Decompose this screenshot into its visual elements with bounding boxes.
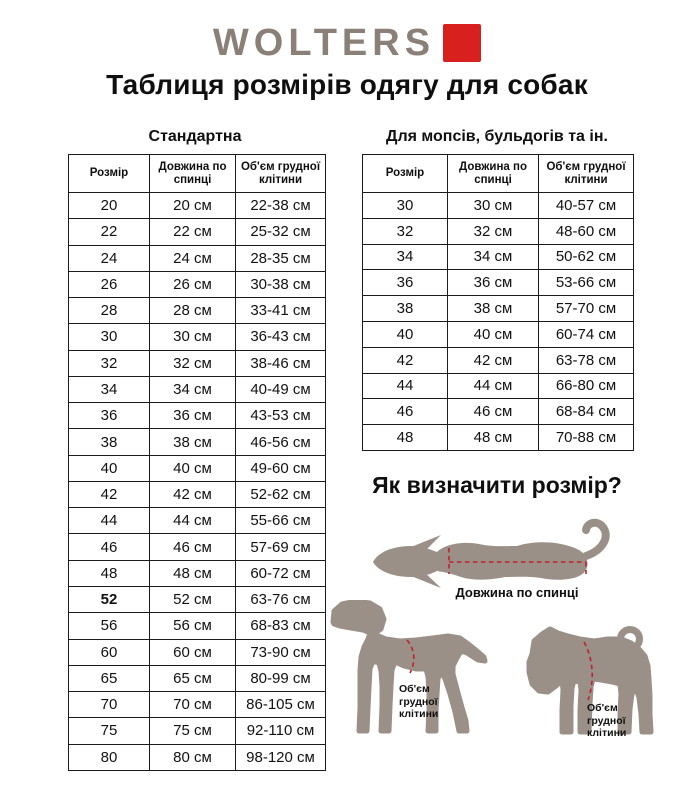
pugs-table-caption: Для мопсів, бульдогів та ін. <box>386 128 608 145</box>
size-row <box>363 321 634 347</box>
size-cell: 36 см <box>448 270 539 296</box>
guide-heading: Як визначити розмір? <box>372 472 622 498</box>
pugs-size-table <box>362 154 634 451</box>
size-cell: 34 <box>363 244 448 270</box>
size-cell: 52-62 см <box>236 481 326 507</box>
size-cell: 40 <box>69 455 150 481</box>
size-cell: 34 см <box>150 376 236 402</box>
size-cell: 75 см <box>150 718 236 744</box>
size-cell: 20 см <box>150 193 236 219</box>
size-cell: 30 см <box>448 193 539 219</box>
size-cell: 53-66 см <box>539 270 634 296</box>
page-title: Таблиця розмірів одягу для собак <box>106 69 588 100</box>
size-cell: 26 <box>69 271 150 297</box>
size-cell: 63-78 см <box>539 347 634 373</box>
size-cell: 38 <box>363 296 448 322</box>
size-cell: 30 см <box>150 324 236 350</box>
size-row <box>363 270 634 296</box>
size-row <box>69 403 326 429</box>
size-row <box>363 425 634 451</box>
size-row <box>69 639 326 665</box>
size-cell: 30 <box>69 324 150 350</box>
size-cell: 70 <box>69 692 150 718</box>
size-cell: 44 <box>363 373 448 399</box>
size-cell: 70-88 см <box>539 425 634 451</box>
size-cell: 57-70 см <box>539 296 634 322</box>
size-cell: 44 см <box>150 508 236 534</box>
size-cell: 22 см <box>150 219 236 245</box>
chest-volume-label: Об'єм грудної клітини <box>399 683 439 720</box>
size-cell: 56 см <box>150 613 236 639</box>
size-cell: 73-90 см <box>236 639 326 665</box>
size-cell: 48 <box>69 560 150 586</box>
size-cell: 30 <box>363 193 448 219</box>
size-cell: 48-60 см <box>539 218 634 244</box>
size-row <box>363 373 634 399</box>
size-cell: 38 <box>69 429 150 455</box>
size-cell: 46 <box>69 534 150 560</box>
size-row <box>363 193 634 219</box>
column-header: Довжина по спинці <box>448 155 539 193</box>
size-cell: 46-56 см <box>236 429 326 455</box>
size-cell: 24 см <box>150 245 236 271</box>
size-row <box>363 244 634 270</box>
size-cell: 36 <box>69 403 150 429</box>
size-cell: 44 см <box>448 373 539 399</box>
size-row <box>363 296 634 322</box>
size-cell: 38 см <box>150 429 236 455</box>
size-cell: 24 <box>69 245 150 271</box>
size-cell: 75 <box>69 718 150 744</box>
size-cell: 46 см <box>150 534 236 560</box>
size-cell: 32 <box>363 218 448 244</box>
size-cell: 48 см <box>150 560 236 586</box>
size-cell: 44 <box>69 508 150 534</box>
size-cell: 36 <box>363 270 448 296</box>
size-cell: 68-84 см <box>539 399 634 425</box>
size-cell: 40-49 см <box>236 376 326 402</box>
dog-top-view-illustration <box>365 516 615 588</box>
size-row <box>69 718 326 744</box>
size-row <box>363 399 634 425</box>
size-cell: 28 <box>69 298 150 324</box>
size-cell: 42 см <box>150 481 236 507</box>
size-cell: 60 см <box>150 639 236 665</box>
size-cell: 57-69 см <box>236 534 326 560</box>
size-cell: 98-120 см <box>236 744 326 770</box>
size-cell: 28-35 см <box>236 245 326 271</box>
size-cell: 50-62 см <box>539 244 634 270</box>
size-cell: 56 <box>69 613 150 639</box>
size-cell: 65 см <box>150 665 236 691</box>
size-row <box>69 665 326 691</box>
size-row <box>363 218 634 244</box>
size-cell: 49-60 см <box>236 455 326 481</box>
size-row <box>69 271 326 297</box>
size-row <box>69 586 326 612</box>
header-row <box>69 155 326 193</box>
chest-volume-label: Об'єм грудної клітини <box>587 702 627 739</box>
size-cell: 66-80 см <box>539 373 634 399</box>
size-cell: 28 см <box>150 298 236 324</box>
size-cell: 26 см <box>150 271 236 297</box>
size-row <box>69 508 326 534</box>
wolters-logo-text: WOLTERS <box>212 22 436 64</box>
standard-size-table <box>68 154 326 771</box>
dog-tail <box>586 523 606 556</box>
size-row <box>69 692 326 718</box>
size-cell: 42 <box>363 347 448 373</box>
size-cell: 38-46 см <box>236 350 326 376</box>
size-cell: 46 <box>363 399 448 425</box>
size-row <box>69 613 326 639</box>
size-cell: 60 <box>69 639 150 665</box>
size-cell: 22-38 см <box>236 193 326 219</box>
size-cell: 33-41 см <box>236 298 326 324</box>
size-cell: 30-38 см <box>236 271 326 297</box>
size-cell: 80 см <box>150 744 236 770</box>
size-cell: 63-76 см <box>236 586 326 612</box>
size-row <box>69 560 326 586</box>
size-row <box>69 455 326 481</box>
column-header: Розмір <box>363 155 448 193</box>
column-header: Довжина по спинці <box>150 155 236 193</box>
size-cell: 55-66 см <box>236 508 326 534</box>
size-cell: 80-99 см <box>236 665 326 691</box>
size-cell: 48 см <box>448 425 539 451</box>
size-cell: 34 <box>69 376 150 402</box>
size-cell: 70 см <box>150 692 236 718</box>
size-cell: 20 <box>69 193 150 219</box>
size-cell: 32 см <box>448 218 539 244</box>
size-row <box>69 350 326 376</box>
size-cell: 36-43 см <box>236 324 326 350</box>
size-row <box>69 376 326 402</box>
size-cell: 40 <box>363 321 448 347</box>
size-cell: 43-53 см <box>236 403 326 429</box>
size-row <box>69 324 326 350</box>
size-cell: 40 см <box>448 321 539 347</box>
size-cell: 80 <box>69 744 150 770</box>
size-cell: 52 см <box>150 586 236 612</box>
size-cell: 22 <box>69 219 150 245</box>
column-header: Об'єм грудної клітини <box>539 155 634 193</box>
size-row <box>69 245 326 271</box>
size-cell: 40-57 см <box>539 193 634 219</box>
size-row <box>69 193 326 219</box>
size-cell: 32 см <box>150 350 236 376</box>
size-cell: 36 см <box>150 403 236 429</box>
size-cell: 46 см <box>448 399 539 425</box>
header-row <box>363 155 634 193</box>
size-cell: 42 <box>69 481 150 507</box>
column-header: Розмір <box>69 155 150 193</box>
dog-top-body <box>373 542 588 579</box>
wolters-logo-square <box>443 24 481 62</box>
size-cell: 48 <box>363 425 448 451</box>
size-cell: 60-72 см <box>236 560 326 586</box>
size-cell: 25-32 см <box>236 219 326 245</box>
size-cell: 65 <box>69 665 150 691</box>
size-cell: 38 см <box>448 296 539 322</box>
size-cell: 40 см <box>150 455 236 481</box>
size-cell: 42 см <box>448 347 539 373</box>
size-cell: 92-110 см <box>236 718 326 744</box>
size-row <box>69 298 326 324</box>
size-cell: 68-83 см <box>236 613 326 639</box>
size-row <box>69 744 326 770</box>
column-header: Об'єм грудної клітини <box>236 155 326 193</box>
size-cell: 86-105 см <box>236 692 326 718</box>
size-row <box>69 429 326 455</box>
wolters-logo <box>0 24 694 62</box>
size-row <box>69 534 326 560</box>
size-cell: 34 см <box>448 244 539 270</box>
size-row <box>363 347 634 373</box>
back-length-label: Довжина по спинці <box>455 585 579 600</box>
size-cell: 32 <box>69 350 150 376</box>
standard-table-caption: Стандартна <box>148 128 242 145</box>
size-cell: 52 <box>69 586 150 612</box>
size-cell: 60-74 см <box>539 321 634 347</box>
size-row <box>69 481 326 507</box>
size-row <box>69 219 326 245</box>
